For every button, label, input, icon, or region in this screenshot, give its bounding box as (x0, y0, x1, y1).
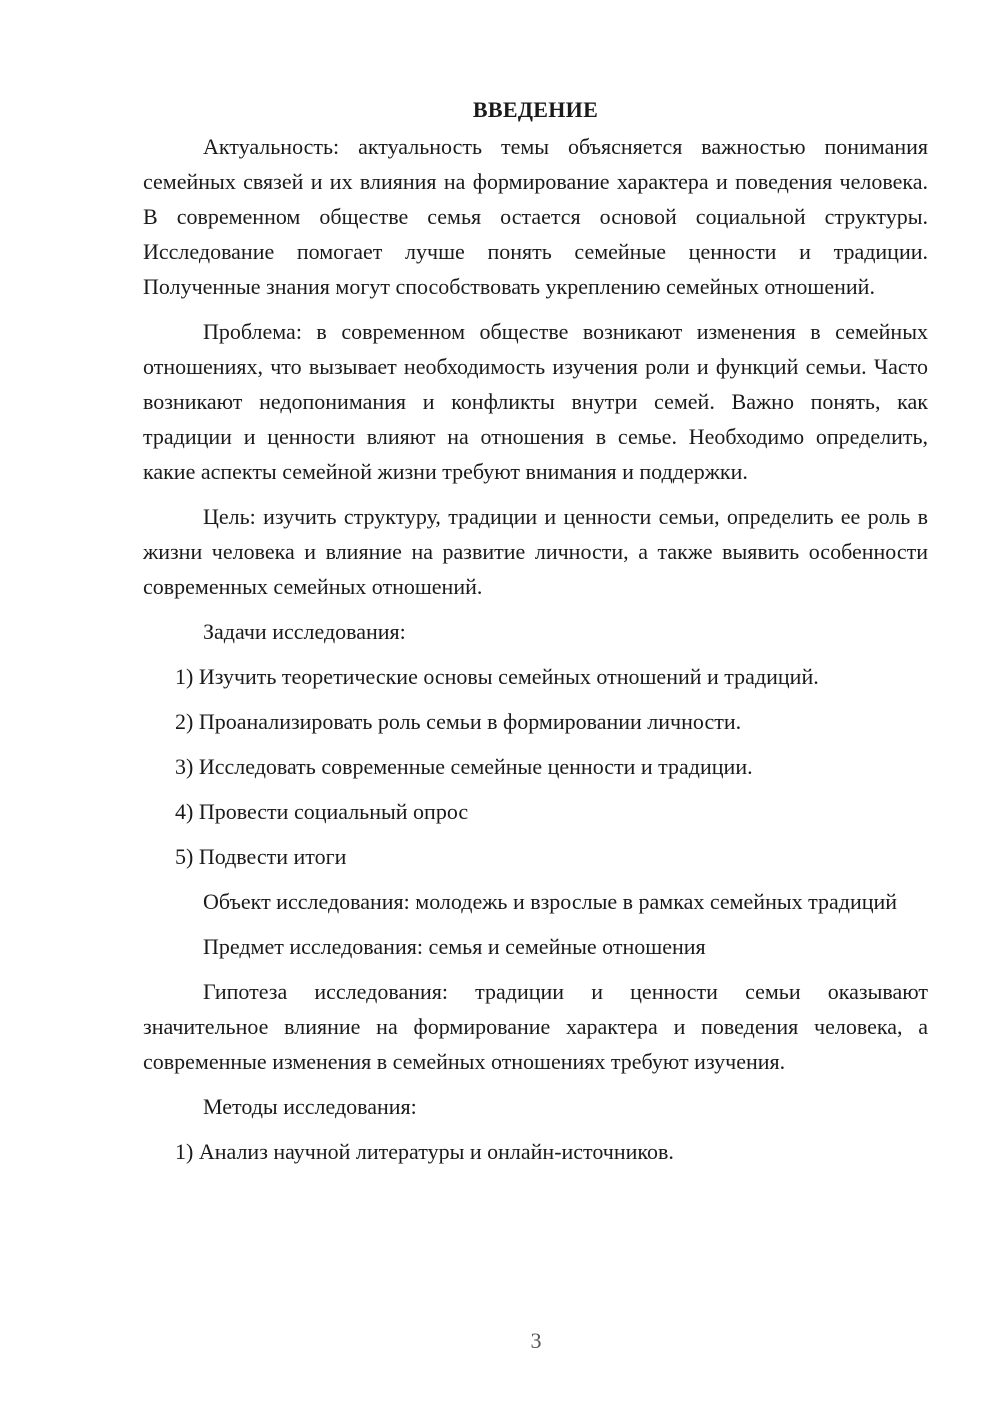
task-item: 3) Исследовать современные семейные ценности и традиции. (175, 754, 753, 779)
tasks-heading: Задачи исследования: (203, 619, 406, 644)
task-item: 1) Изучить теоретические основы семейных отношений и традиций. (175, 664, 819, 689)
goal-paragraph: Цель: изучить структуру, традиции и ценности семьи, определить ее роль в жизни человека и влияние на развитие личности, а также выявить особенности современных семейных отношений. (143, 504, 928, 599)
task-item: 2) Проанализировать роль семьи в формировании личности. (175, 709, 742, 734)
relevance-paragraph: Актуальность: актуальность темы объясняется важностью понимания семейных связей и их влияния на формирование характера и поведения человека. В современном обществе семья остается основой социальной структуры. Исследование помогает лучше понять семейные ценности и традиции. Полученные знания могут способствовать укреплению семейных отношений. (143, 134, 928, 299)
document-page (143, 92, 928, 1179)
methods-heading: Методы исследования: (203, 1094, 417, 1119)
task-item: 5) Подвести итоги (175, 844, 347, 869)
task-item: 4) Провести социальный опрос (175, 799, 469, 824)
method-item: 1) Анализ научной литературы и онлайн-источников. (175, 1139, 674, 1164)
hypothesis-paragraph: Гипотеза исследования: традиции и ценности семьи оказывают значительное влияние на формирование характера и поведения человека, а современные изменения в семейных отношениях требуют изучения. (143, 979, 928, 1074)
page-number: 3 (530, 1328, 542, 1353)
subject-paragraph: Предмет исследования: семья и семейные отношения (203, 934, 706, 959)
page-title: ВВЕДЕНИЕ (472, 97, 599, 122)
problem-paragraph: Проблема: в современном обществе возникают изменения в семейных отношениях, что вызывает необходимость изучения роли и функций семьи. Часто возникают недопонимания и конфликты внутри семей. Важно понять, как традиции и ценности влияют на отношения в семье. Необходимо определить, какие аспекты семейной жизни требуют внимания и поддержки. (143, 319, 928, 484)
object-paragraph: Объект исследования: молодежь и взрослые в рамках семейных традиций (203, 889, 898, 914)
